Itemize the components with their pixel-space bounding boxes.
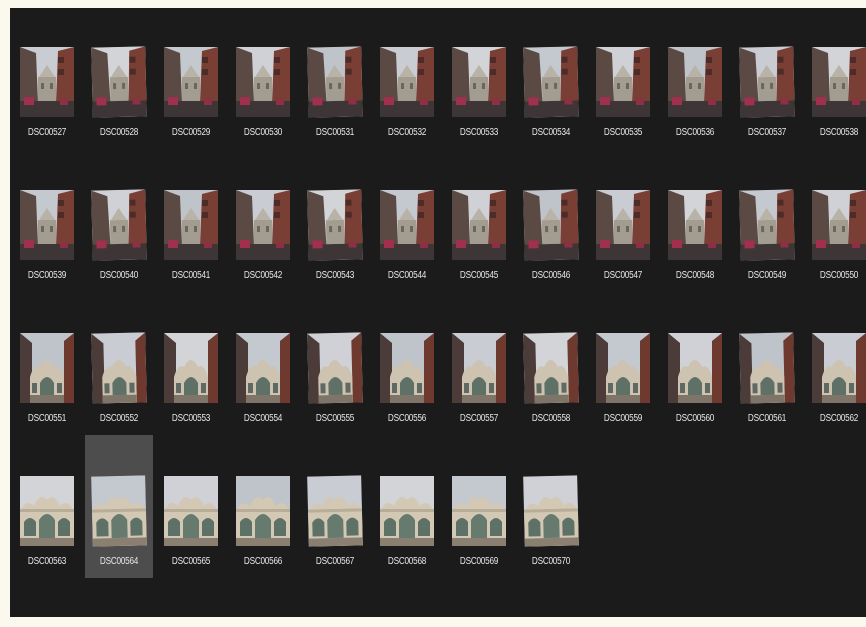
photo-thumbnail-image[interactable] [20,476,74,546]
photo-thumbnail-image[interactable] [523,189,579,260]
photo-thumbnail-tile[interactable] [85,149,153,292]
photo-thumbnail-image[interactable] [307,332,363,403]
photo-thumbnail-image[interactable] [739,46,795,117]
photo-thumbnail-tile[interactable] [589,292,657,435]
photo-filename-label: DSC00568 [387,556,427,567]
photo-thumbnail-image[interactable] [739,332,795,403]
photo-filename-label: DSC00542 [243,270,283,281]
photo-thumbnail-image[interactable] [668,190,722,260]
photo-filename-label: DSC00541 [171,270,211,281]
photo-thumbnail-tile[interactable] [301,149,369,292]
photo-filename-label: DSC00540 [99,270,139,281]
photo-thumbnail-tile[interactable] [13,149,81,292]
photo-filename-label: DSC00545 [459,270,499,281]
photo-thumbnail-image[interactable] [812,333,866,403]
photo-filename-label: DSC00533 [459,127,499,138]
photo-filename-label: DSC00565 [171,556,211,567]
photo-thumbnail-tile[interactable] [517,8,585,149]
photo-thumbnail-tile[interactable] [733,292,801,435]
photo-filename-label: DSC00529 [171,127,211,138]
photo-thumbnail-tile[interactable] [157,149,225,292]
photo-thumbnail-tile[interactable] [301,8,369,149]
photo-thumbnail-image[interactable] [307,475,363,546]
photo-filename-label: DSC00547 [603,270,643,281]
photo-thumbnail-tile[interactable] [157,292,225,435]
photo-thumbnail-tile[interactable] [733,8,801,149]
photo-thumbnail-tile[interactable] [229,435,297,578]
photo-filename-label: DSC00560 [675,413,715,424]
photo-thumbnail-image[interactable] [164,476,218,546]
photo-filename-label: DSC00561 [747,413,787,424]
photo-thumbnail-tile[interactable] [373,8,441,149]
photo-thumbnail-image[interactable] [596,47,650,117]
photo-thumbnail-tile[interactable] [157,8,225,149]
photo-thumbnail-image[interactable] [596,333,650,403]
photo-thumbnail-image[interactable] [812,190,866,260]
photo-filename-label: DSC00543 [315,270,355,281]
photo-thumbnail-image[interactable] [380,190,434,260]
photo-thumbnail-image[interactable] [91,46,147,117]
photo-filename-label: DSC00537 [747,127,787,138]
photo-filename-label: DSC00530 [243,127,283,138]
photo-thumbnail-image[interactable] [236,190,290,260]
photo-thumbnail-tile[interactable] [13,292,81,435]
photo-thumbnail-image[interactable] [20,333,74,403]
photo-thumbnail-image[interactable] [452,333,506,403]
photo-filename-label: DSC00549 [747,270,787,281]
photo-thumbnail-tile[interactable] [445,435,513,578]
photo-thumbnail-image[interactable] [91,475,147,546]
photo-thumbnail-tile[interactable] [445,8,513,149]
photo-filename-label: DSC00539 [27,270,67,281]
thumbnail-grid [10,8,866,617]
photo-thumbnail-image[interactable] [452,47,506,117]
photo-thumbnail-image[interactable] [596,190,650,260]
photo-filename-label: DSC00557 [459,413,499,424]
photo-filename-label: DSC00556 [387,413,427,424]
photo-thumbnail-image[interactable] [164,190,218,260]
photo-thumbnail-image[interactable] [236,476,290,546]
photo-thumbnail-image[interactable] [668,333,722,403]
photo-thumbnail-image[interactable] [91,332,147,403]
photo-filename-label: DSC00536 [675,127,715,138]
photo-filename-label: DSC00555 [315,413,355,424]
photo-thumbnail-tile[interactable] [445,149,513,292]
photo-filename-label: DSC00553 [171,413,211,424]
photo-thumbnail-image[interactable] [236,333,290,403]
photo-filename-label: DSC00527 [27,127,67,138]
photo-filename-label: DSC00532 [387,127,427,138]
photo-thumbnail-tile[interactable] [13,8,81,149]
photo-thumbnail-tile[interactable] [517,292,585,435]
photo-thumbnail-image[interactable] [20,47,74,117]
photo-thumbnail-image[interactable] [91,189,147,260]
photo-thumbnail-tile[interactable] [301,292,369,435]
photo-thumbnail-image[interactable] [164,47,218,117]
photo-thumbnail-image[interactable] [523,46,579,117]
photo-thumbnail-image[interactable] [380,47,434,117]
photo-thumbnail-tile[interactable] [85,292,153,435]
photo-thumbnail-image[interactable] [380,333,434,403]
photo-filename-label: DSC00534 [531,127,571,138]
photo-thumbnail-image[interactable] [236,47,290,117]
photo-filename-label: DSC00558 [531,413,571,424]
photo-filename-label: DSC00538 [819,127,859,138]
photo-thumbnail-image[interactable] [307,46,363,117]
photo-thumbnail-tile[interactable] [85,435,153,578]
photo-thumbnail-tile[interactable] [517,435,585,578]
photo-thumbnail-image[interactable] [380,476,434,546]
photo-thumbnail-tile[interactable] [229,292,297,435]
photo-thumbnail-tile[interactable] [85,8,153,149]
photo-filename-label: DSC00569 [459,556,499,567]
photo-thumbnail-tile[interactable] [157,435,225,578]
photo-thumbnail-tile[interactable] [805,149,866,292]
photo-thumbnail-tile[interactable] [661,8,729,149]
photo-thumbnail-tile[interactable] [805,292,866,435]
photo-filename-label: DSC00559 [603,413,643,424]
photo-thumbnail-image[interactable] [812,47,866,117]
photo-filename-label: DSC00562 [819,413,859,424]
photo-filename-label: DSC00535 [603,127,643,138]
photo-thumbnail-image[interactable] [307,189,363,260]
photo-thumbnail-tile[interactable] [373,435,441,578]
photo-thumbnail-image[interactable] [452,190,506,260]
photo-filename-label: DSC00548 [675,270,715,281]
photo-filename-label: DSC00566 [243,556,283,567]
photo-thumbnail-tile[interactable] [373,149,441,292]
photo-thumbnail-image[interactable] [739,189,795,260]
photo-filename-label: DSC00564 [99,556,139,567]
photo-thumbnail-tile[interactable] [661,292,729,435]
photo-browser-panel [10,8,866,617]
photo-filename-label: DSC00550 [819,270,859,281]
photo-thumbnail-tile[interactable] [805,8,866,149]
photo-thumbnail-tile[interactable] [517,149,585,292]
photo-thumbnail-tile[interactable] [445,292,513,435]
photo-thumbnail-image[interactable] [20,190,74,260]
photo-thumbnail-image[interactable] [523,332,579,403]
photo-thumbnail-tile[interactable] [229,149,297,292]
photo-filename-label: DSC00528 [99,127,139,138]
photo-thumbnail-tile[interactable] [733,149,801,292]
photo-filename-label: DSC00546 [531,270,571,281]
photo-filename-label: DSC00570 [531,556,571,567]
photo-filename-label: DSC00563 [27,556,67,567]
photo-thumbnail-tile[interactable] [229,8,297,149]
photo-thumbnail-tile[interactable] [589,149,657,292]
photo-filename-label: DSC00544 [387,270,427,281]
photo-thumbnail-image[interactable] [668,47,722,117]
photo-thumbnail-tile[interactable] [13,435,81,578]
photo-thumbnail-tile[interactable] [373,292,441,435]
photo-filename-label: DSC00551 [27,413,67,424]
photo-filename-label: DSC00531 [315,127,355,138]
photo-filename-label: DSC00554 [243,413,283,424]
photo-filename-label: DSC00552 [99,413,139,424]
photo-filename-label: DSC00567 [315,556,355,567]
photo-thumbnail-tile[interactable] [661,149,729,292]
photo-thumbnail-image[interactable] [164,333,218,403]
photo-thumbnail-image[interactable] [523,475,579,546]
photo-thumbnail-image[interactable] [452,476,506,546]
photo-thumbnail-tile[interactable] [301,435,369,578]
photo-thumbnail-tile[interactable] [589,8,657,149]
